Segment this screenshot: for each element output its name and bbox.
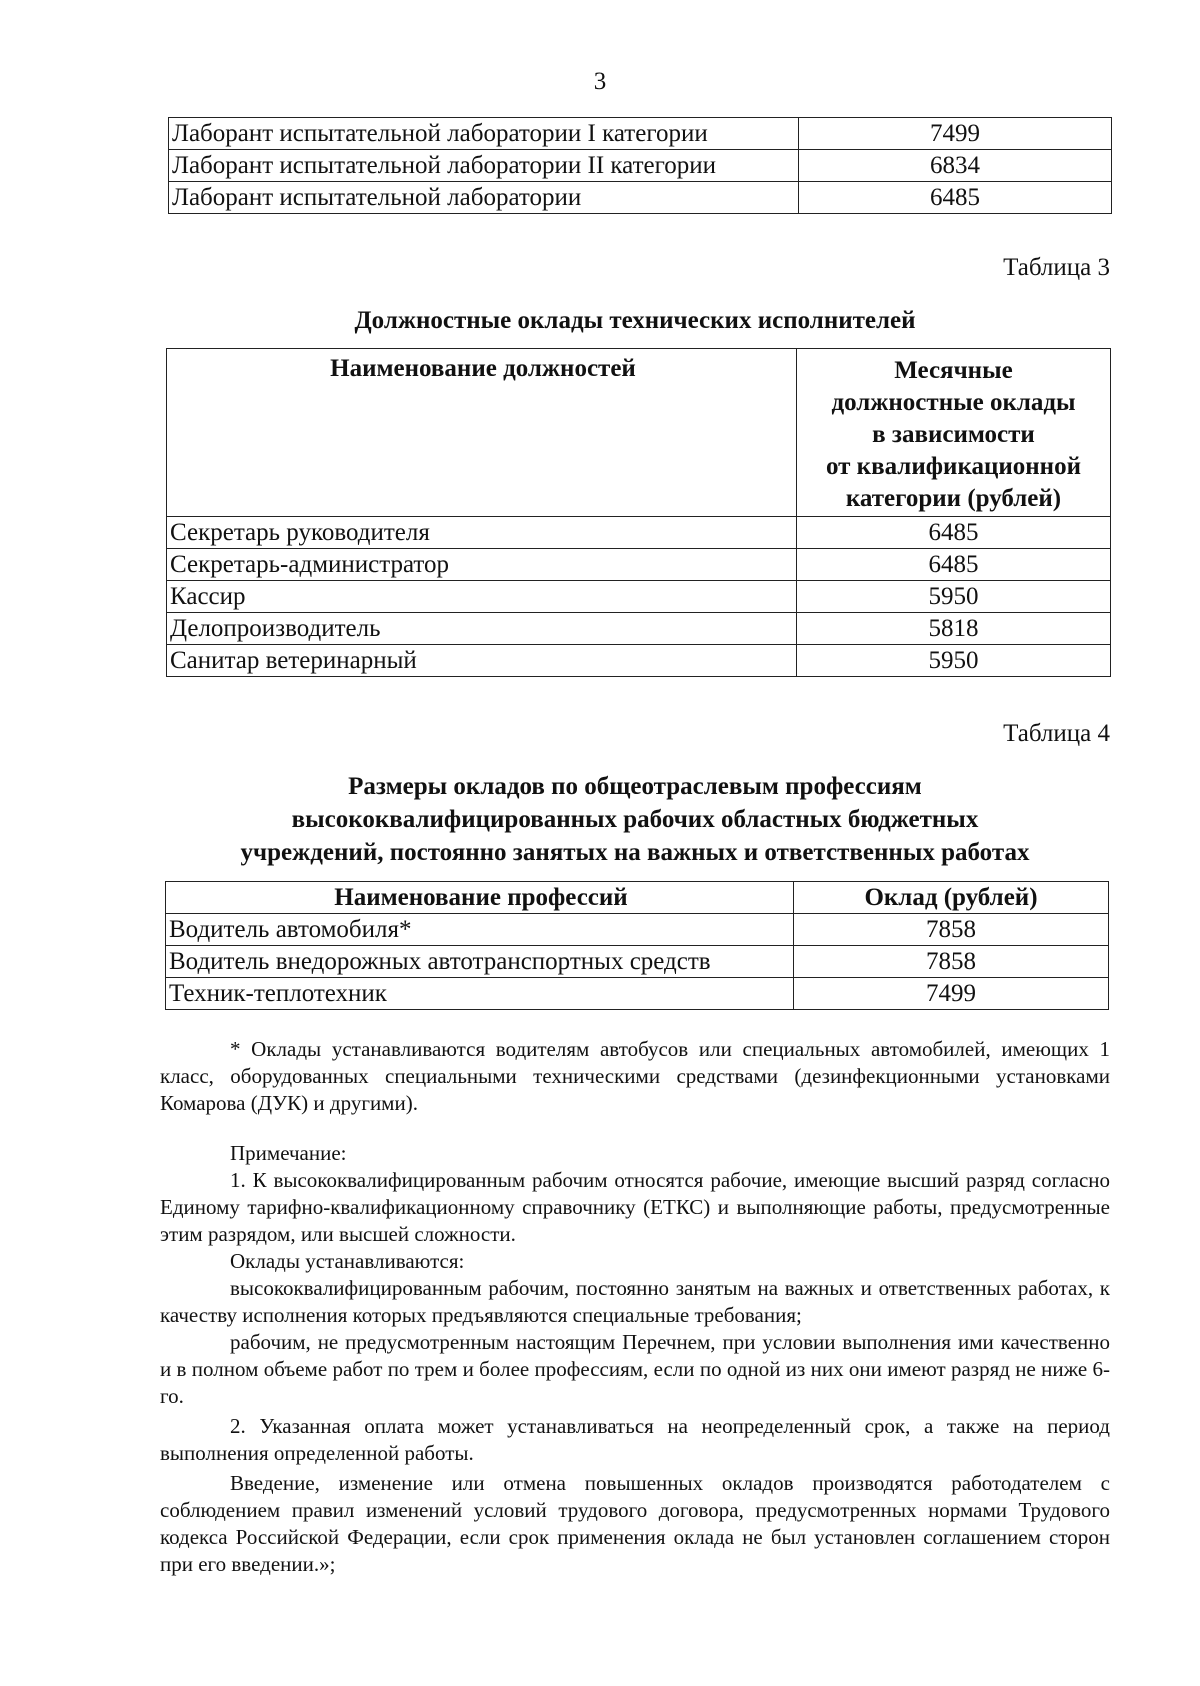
table-row bbox=[166, 978, 1109, 1010]
table-row bbox=[169, 118, 1112, 150]
footnote-text: * Оклады устанавливаются водителям автобусов или специальных автомобилей, имеющих 1 класс, оборудованных специальными техническими средствами (дезинфекционными установками Комарова (ДУК) и другими). bbox=[160, 1037, 1110, 1115]
table4-title-line: высококвалифицированных рабочих областных бюджетных bbox=[291, 806, 979, 833]
note-paragraph: рабочим, не предусмотренным настоящим Перечнем, при условии выполнения ими качественно и в полном объеме работ по трем и более профессиям, если по одной из них они имеют разряд не ниже 6-го. bbox=[160, 1330, 1110, 1408]
note-paragraph: Оклады устанавливаются: bbox=[230, 1249, 465, 1273]
table-row-value: 7499 bbox=[799, 118, 1112, 150]
table-row bbox=[169, 182, 1112, 214]
note-paragraph: Введение, изменение или отмена повышенных окладов производятся работодателем с соблюдением правил изменений условий трудового договора, предусмотренных нормами Трудового кодекса Российской Федерации, если срок применения оклада не был установлен соглашением сторон при его введении.»; bbox=[160, 1471, 1110, 1576]
table-row bbox=[167, 613, 1111, 645]
note-section bbox=[160, 1140, 1110, 1578]
table3-header-name: Наименование должностей bbox=[167, 349, 797, 517]
table-row-value: 6834 bbox=[799, 150, 1112, 182]
table-row-value: 7499 bbox=[794, 978, 1109, 1010]
table4-title-line: Размеры окладов по общеотраслевым профессиям bbox=[348, 773, 922, 800]
table3-label: Таблица 3 bbox=[1003, 254, 1110, 281]
table-row bbox=[167, 549, 1111, 581]
table-row-value: 6485 bbox=[797, 517, 1111, 549]
table3-header-value-line: от квалификационной bbox=[825, 453, 1081, 480]
table-row-name: Лаборант испытательной лаборатории I категории bbox=[169, 118, 799, 150]
table3-header-value-line: должностные оклады bbox=[831, 389, 1076, 416]
table-row-value: 7858 bbox=[794, 946, 1109, 978]
table-row bbox=[166, 914, 1109, 946]
table-row-value: 5950 bbox=[797, 581, 1111, 613]
table4-title-line: учреждений, постоянно занятых на важных и ответственных работах bbox=[240, 839, 1030, 866]
table-row bbox=[167, 581, 1111, 613]
table-row-value: 6485 bbox=[797, 549, 1111, 581]
table-row-name: Делопроизводитель bbox=[167, 613, 797, 645]
table3-header-row bbox=[167, 349, 1111, 517]
table4 bbox=[165, 881, 1109, 1010]
table-row-name: Водитель автомобиля* bbox=[166, 914, 794, 946]
note-paragraph: 2. Указанная оплата может устанавливаться на неопределенный срок, а также на период выполнения определенной работы. bbox=[160, 1414, 1110, 1465]
note-paragraph: 1. К высококвалифицированным рабочим относятся рабочие, имеющие высший разряд согласно Единому тарифно-квалификационному справочнику (ЕТКС) и выполняющие работы, предусмотренные этим разрядом, или высшей сложности. bbox=[160, 1168, 1110, 1246]
table3-header-value-line: категории (рублей) bbox=[845, 485, 1062, 512]
table3 bbox=[166, 348, 1111, 677]
table3-title: Должностные оклады технических исполнителей bbox=[354, 307, 916, 334]
table-row-name: Водитель внедорожных автотранспортных средств bbox=[166, 946, 794, 978]
note-paragraph: высококвалифицированным рабочим, постоянно занятым на важных и ответственных работах, к качеству исполнения которых предъявляются специальные требования; bbox=[160, 1276, 1110, 1327]
table-row-value: 6485 bbox=[799, 182, 1112, 214]
table-row-name: Лаборант испытательной лаборатории bbox=[169, 182, 799, 214]
page-number: 3 bbox=[593, 68, 607, 95]
table4-header-value: Оклад (рублей) bbox=[794, 882, 1109, 914]
table-row-name: Техник-теплотехник bbox=[166, 978, 794, 1010]
table-row-name: Кассир bbox=[167, 581, 797, 613]
table-row-name: Секретарь-администратор bbox=[167, 549, 797, 581]
table4-label: Таблица 4 bbox=[1003, 720, 1110, 747]
table-row-value: 7858 bbox=[794, 914, 1109, 946]
table-row bbox=[166, 946, 1109, 978]
table-row-name: Лаборант испытательной лаборатории II категории bbox=[169, 150, 799, 182]
table-row bbox=[169, 150, 1112, 182]
table-row bbox=[167, 645, 1111, 677]
table3-header-value bbox=[797, 349, 1111, 517]
table4-title bbox=[160, 770, 1110, 869]
table-row-value: 5950 bbox=[797, 645, 1111, 677]
table4-header-row bbox=[166, 882, 1109, 914]
table-row-value: 5818 bbox=[797, 613, 1111, 645]
table-laboratory-continuation bbox=[168, 117, 1112, 214]
note-heading: Примечание: bbox=[230, 1141, 347, 1165]
table3-header-value-line: Месячные bbox=[894, 357, 1013, 384]
footnote bbox=[160, 1036, 1110, 1117]
table-row-name: Секретарь руководителя bbox=[167, 517, 797, 549]
table-row-name: Санитар ветеринарный bbox=[167, 645, 797, 677]
table-row bbox=[167, 517, 1111, 549]
table4-header-name: Наименование профессий bbox=[166, 882, 794, 914]
table3-header-value-line: в зависимости bbox=[872, 421, 1035, 448]
